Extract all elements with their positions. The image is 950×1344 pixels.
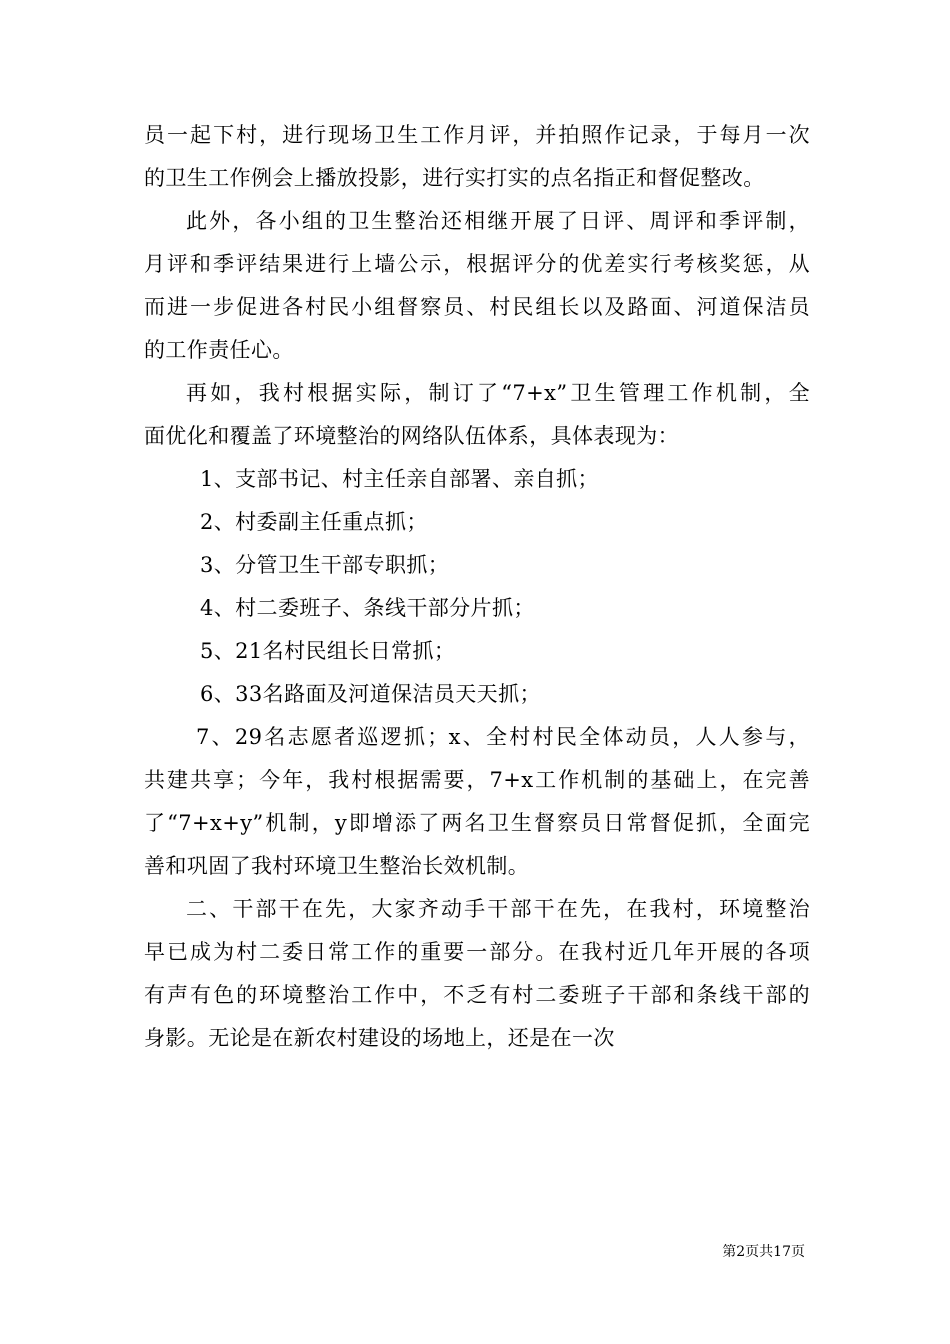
text-line: 2、村委副主任重点抓； — [200, 510, 428, 534]
text-line: 的工作责任心。 — [144, 338, 294, 362]
text-line: 1、支部书记、村主任亲自部署、亲自抓； — [200, 467, 599, 491]
text-line: 二、干部干在先，大家齐动手干部干在先，在我村，环境整治 — [186, 897, 810, 921]
text-line: 面优化和覆盖了环境整治的网络队伍体系，具体表现为： — [144, 424, 679, 448]
text-line: 6、33名路面及河道保洁员天天抓； — [200, 682, 541, 706]
text-line: 共建共享；今年，我村根据需要，7+x工作机制的基础上，在完善 — [144, 768, 810, 792]
text-line: 身影。无论是在新农村建设的场地上，还是在一次 — [144, 1026, 615, 1050]
text-line: 员一起下村，进行现场卫生工作月评，并拍照作记录，于每月一次 — [144, 123, 810, 147]
text-line: 的卫生工作例会上播放投影，进行实打实的点名指正和督促整改。 — [144, 166, 765, 190]
text-line: 善和巩固了我村环境卫生整治长效机制。 — [144, 854, 530, 878]
text-line: 7、29名志愿者巡逻抓；x、全村村民全体动员，人人参与， — [196, 725, 810, 749]
page-number-footer: 第2页共17页 — [722, 1244, 805, 1260]
text-line: 5、21名村民组长日常抓； — [200, 639, 456, 663]
text-line: 月评和季评结果进行上墙公示，根据评分的优差实行考核奖惩，从 — [144, 252, 810, 276]
text-line: 了“7+x+y”机制，y即增添了两名卫生督察员日常督促抓，全面完 — [144, 811, 810, 835]
text-line: 4、村二委班子、条线干部分片抓； — [200, 596, 535, 620]
text-line: 此外，各小组的卫生整治还相继开展了日评、周评和季评制， — [186, 209, 810, 233]
text-line: 有声有色的环境整治工作中，不乏有村二委班子干部和条线干部的 — [144, 983, 810, 1007]
text-line: 而进一步促进各村民小组督察员、村民组长以及路面、河道保洁员 — [144, 295, 810, 319]
text-line: 再如，我村根据实际，制订了“7+x”卫生管理工作机制，全 — [186, 381, 810, 405]
text-line: 早已成为村二委日常工作的重要一部分。在我村近几年开展的各项 — [144, 940, 810, 964]
text-line: 3、分管卫生干部专职抓； — [200, 553, 450, 577]
document-body — [144, 114, 810, 1060]
